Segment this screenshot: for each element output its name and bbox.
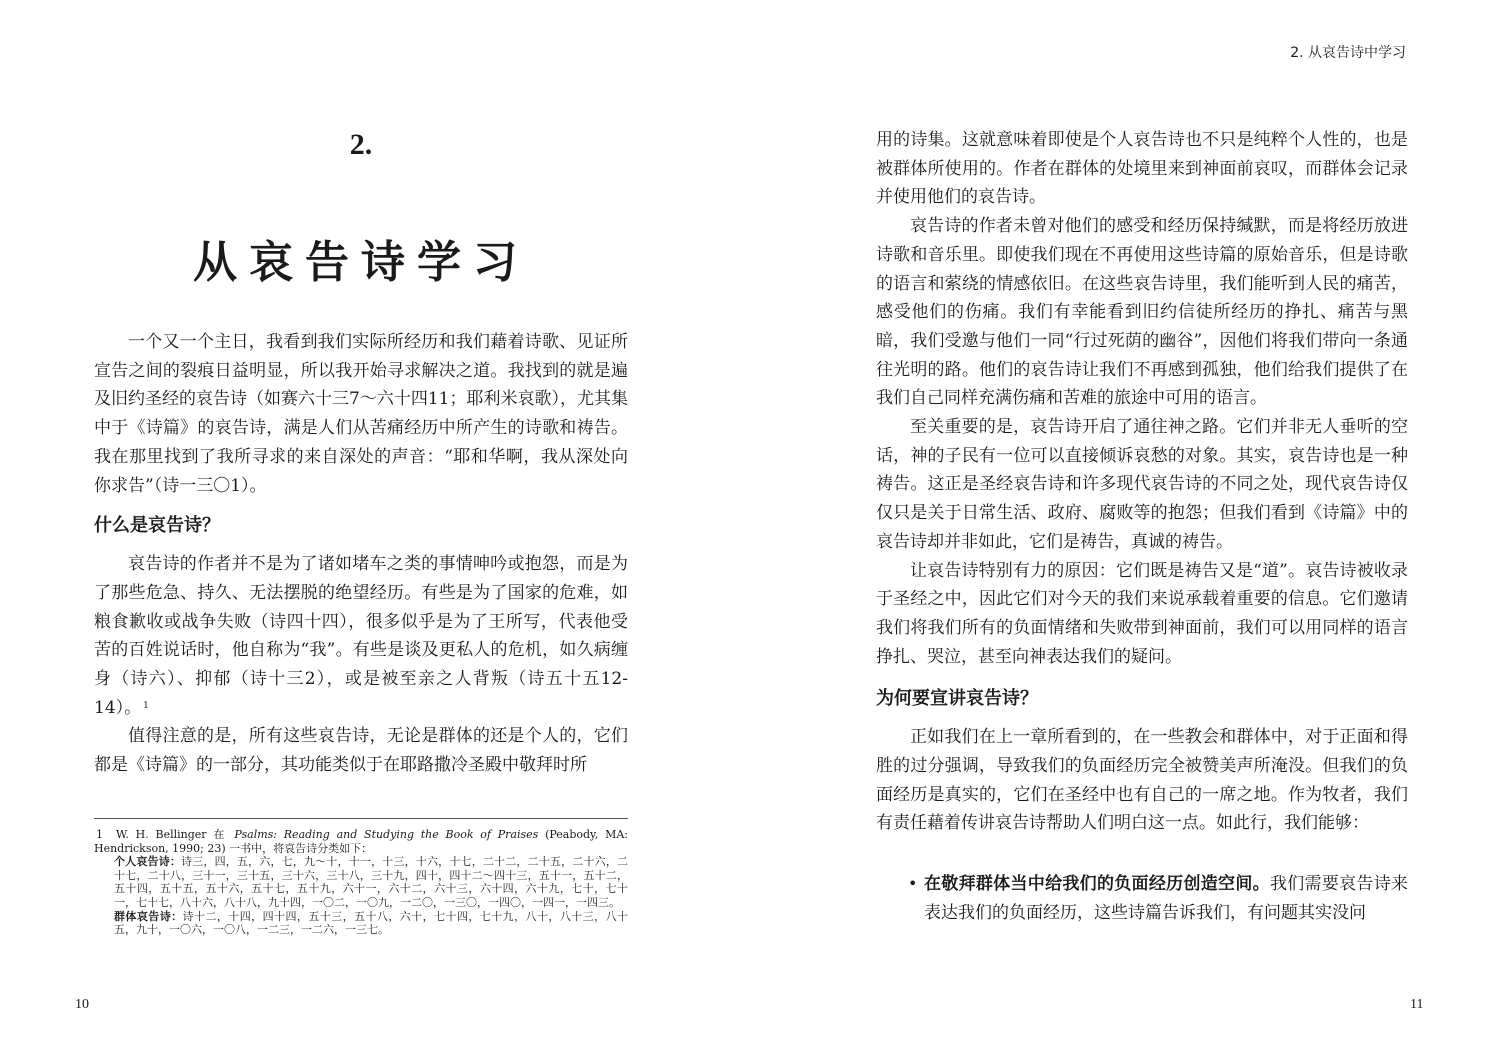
list-item-text: 我们需要哀告诗来表达我们的负面经历，这些诗篇告诉我们，有问题其实没问 — [924, 874, 1409, 923]
footnote-individual — [94, 855, 628, 909]
paragraph: 值得注意的是，所有这些哀告诗，无论是群体的还是个人的，它们都是《诗篇》的一部分，其功能类似于在耶路撒冷圣殿中敬拜时所 — [94, 726, 628, 776]
paragraph: 至关重要的是，哀告诗开启了通往神之路。它们并非无人垂听的空话，神的子民有一位可以直接倾诉哀愁的对象。其实，哀告诗也是一种祷告。这正是圣经哀告诗和许多现代哀告诗的不同之处，现代哀告诗仅仅只是关于日常生活、政府、腐败等的抱怨；但我们看到《诗篇》中的哀告诗却并非如此，它们是祷告，真诚的祷告。 — [876, 417, 1408, 552]
section-heading: 什么是哀告诗？ — [94, 515, 220, 537]
list-item — [876, 870, 1408, 927]
list-item-lead: 在敬拜群体当中给我们的负面经历创造空间。 — [924, 874, 1270, 895]
footnote-list: 诗十二，十四，四十四，五十三，五十八，六十，七十四，七十九，八十，八十三，八十五，九十，一〇六，一〇八，一二三，一二六，一三七。 — [114, 909, 628, 937]
bullet-list — [876, 870, 1408, 927]
footnote-citation — [94, 828, 628, 855]
paragraph: 用的诗集。这就意味着即使是个人哀告诗也不只是纯粹个人性的，也是被群体所使用的。作者在群体的处境里来到神面前哀叹，而群体会记录并使用他们的哀告诗。 — [876, 130, 1408, 208]
footnote-book-title: Psalms: Reading and Studying the Book of Praises — [234, 828, 539, 841]
footnote-list: 诗三，四，五，六，七，九～十，十一，十三，十六，十七，二十二，二十五，二十六，二十七，二十八，三十一，三十五，三十六，三十八，三十九，四十，四十二～四十三，五十一，五十二，五十四，五十五，五十六，五十七，五十九，六十一，六十二，六十三，六十四，六十九，七十，七十一，七十七，八十六，八十八，九十四，一〇二，一〇九，一二〇，一三〇，一四〇，一四一，一四三。 — [114, 855, 629, 909]
footnote-marker[interactable]: 1 — [143, 700, 149, 711]
chapter-title: 从哀告诗学习 — [193, 237, 529, 288]
footnote-number: 1 — [96, 828, 103, 841]
bullet-icon: • — [908, 874, 918, 894]
footnote — [94, 828, 628, 937]
left-body — [94, 328, 628, 780]
footnote-text: (Peabody, MA: Hendrickson, 1990; 23) 一书中，将哀告诗分类如下： — [94, 828, 628, 855]
footnote-text: W. H. Bellinger 在 — [116, 828, 235, 841]
paragraph-text: 哀告诗的作者并不是为了诸如堵车之类的事情呻吟或抱怨，而是为了那些危急、持久、无法摆脱的绝望经历。有些是为了国家的危难，如粮食歉收或战争失败（诗四十四），很多似乎是为了王所写，代表他受苦的百姓说话时，他自称为“我”。有些是谈及更私人的危机，如久病缠身（诗六）、抑郁（诗十三2），或是被至亲之人背叛（诗五十五12-14）。 — [94, 554, 628, 718]
running-head: 2. 从哀告诗中学习 — [1290, 45, 1406, 61]
footnote-category-label: 群体哀告诗： — [114, 909, 183, 923]
right-page — [750, 0, 1500, 1064]
chapter-number: 2. — [349, 128, 373, 161]
footnote-communal — [94, 910, 628, 937]
page-number: 11 — [1410, 997, 1424, 1012]
paragraph: 一个又一个主日，我看到我们实际所经历和我们藉着诗歌、见证所宣告之间的裂痕日益明显，所以我开始寻求解决之道。我找到的就是遍及旧约圣经的哀告诗（如赛六十三7～六十四11；耶利米哀歌），尤其集中于《诗篇》的哀告诗，满是人们从苦痛经历中所产生的诗歌和祷告。我在那里找到了我所寻求的来自深处的声音：“耶和华啊，我从深处向你求告”（诗一三〇1）。 — [94, 332, 628, 496]
paragraph: 正如我们在上一章所看到的，在一些教会和群体中，对于正面和得胜的过分强调，导致我们的负面经历完全被赞美声所淹没。但我们的负面经历是真实的，它们在圣经中也有自己的一席之地。作为牧者，我们有责任藉着传讲哀告诗帮助人们明白这一点。如此行，我们能够： — [876, 727, 1408, 834]
footnote-category-label: 个人哀告诗： — [114, 855, 182, 869]
paragraph: 哀告诗的作者未曾对他们的感受和经历保持缄默，而是将经历放进诗歌和音乐里。即使我们现在不再使用这些诗篇的原始音乐，但是诗歌的语言和萦绕的情感依旧。在这些哀告诗里，我们能听到人民的痛苦，感受他们的伤痛。我们有幸能看到旧约信徒所经历的挣扎、痛苦与黑暗，我们受邀与他们一同“行过死荫的幽谷”，因他们将我们带向一条通往光明的路。他们的哀告诗让我们不再感到孤独，他们给我们提供了在我们自己同样充满伤痛和苦难的旅途中可用的语言。 — [876, 216, 1408, 409]
paragraph: 让哀告诗特别有力的原因：它们既是祷告又是“道”。哀告诗被收录于圣经之中，因此它们对今天的我们来说承载着重要的信息。它们邀请我们将我们所有的负面情绪和失败带到神面前，我们可以用同样的语言挣扎、哭泣，甚至向神表达我们的疑问。 — [876, 560, 1408, 667]
right-body — [876, 126, 1408, 928]
footnote-divider — [94, 818, 628, 819]
paragraph — [94, 550, 628, 722]
page-number: 10 — [75, 997, 89, 1012]
section-heading: 为何要宣讲哀告诗？ — [876, 688, 1038, 710]
